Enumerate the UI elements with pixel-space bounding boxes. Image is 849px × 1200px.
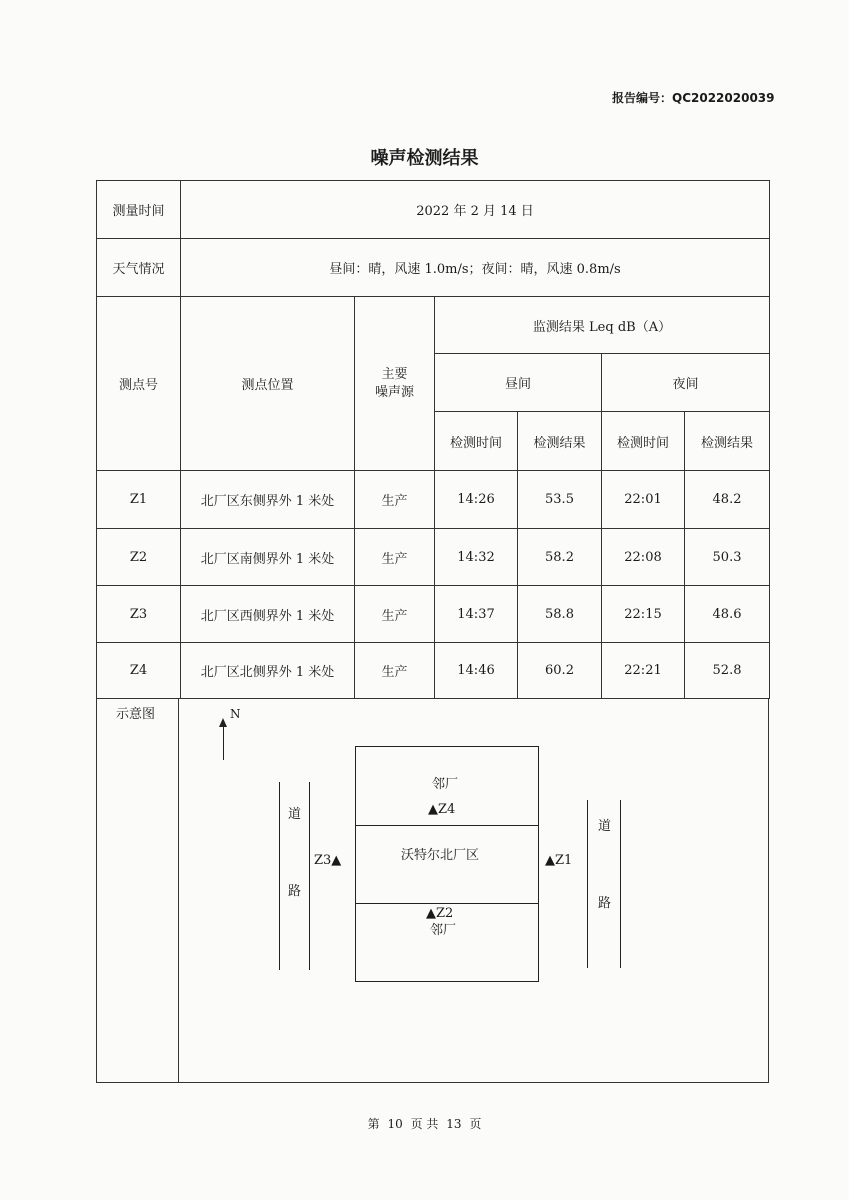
page-footer bbox=[0, 1115, 849, 1132]
cell-point: Z1 bbox=[97, 471, 181, 529]
weather-label: 天气情况 bbox=[97, 239, 181, 297]
west-road-line-outer bbox=[279, 782, 280, 970]
cell-point: Z3 bbox=[97, 586, 181, 643]
cell-source: 生产 bbox=[355, 586, 435, 643]
cell-night-result: 52.8 bbox=[685, 643, 770, 699]
col-check-result-day: 检测结果 bbox=[518, 412, 602, 471]
cell-day-time: 14:32 bbox=[435, 529, 518, 586]
col-source bbox=[355, 297, 435, 471]
cell-point: Z2 bbox=[97, 529, 181, 586]
main-site-block bbox=[355, 825, 539, 904]
page-title: 噪声检测结果 bbox=[370, 148, 479, 169]
cell-point: Z4 bbox=[97, 643, 181, 699]
point-z1-marker: ▲Z1 bbox=[545, 853, 573, 868]
diagram-label: 示意图 bbox=[116, 707, 156, 722]
footer-suffix: 页 bbox=[469, 1117, 482, 1131]
table-row bbox=[97, 471, 770, 529]
cell-day-result: 53.5 bbox=[518, 471, 602, 529]
cell-location: 北厂区南侧界外 1 米处 bbox=[181, 529, 355, 586]
cell-day-result: 58.8 bbox=[518, 586, 602, 643]
cell-night-result: 48.2 bbox=[685, 471, 770, 529]
west-road-line-inner bbox=[309, 782, 310, 970]
cell-source: 生产 bbox=[355, 643, 435, 699]
measure-time-label: 测量时间 bbox=[97, 181, 181, 239]
north-neighbor-label: 邻厂 bbox=[432, 777, 459, 792]
table-row bbox=[97, 529, 770, 586]
col-night: 夜间 bbox=[602, 354, 770, 412]
report-number: 报告编号：QC2022020039 bbox=[612, 91, 775, 105]
weather-row bbox=[97, 239, 770, 297]
cell-night-time: 22:21 bbox=[602, 643, 685, 699]
col-source-line2: 噪声源 bbox=[374, 384, 414, 400]
east-road-line-inner bbox=[587, 800, 588, 968]
point-z4-marker: ▲Z4 bbox=[428, 802, 456, 817]
col-check-result-night: 检测结果 bbox=[685, 412, 770, 471]
table-row bbox=[97, 586, 770, 643]
col-check-time-night: 检测时间 bbox=[602, 412, 685, 471]
cell-day-result: 60.2 bbox=[518, 643, 602, 699]
north-label: N bbox=[230, 707, 241, 721]
table-row bbox=[97, 643, 770, 699]
west-road-char-2: 路 bbox=[288, 884, 302, 899]
north-arrow-line bbox=[223, 724, 224, 760]
measure-time-value: 2022 年 2 月 14 日 bbox=[181, 181, 770, 239]
point-z2-marker: ▲Z2 bbox=[426, 906, 454, 921]
cell-day-time: 14:37 bbox=[435, 586, 518, 643]
west-road-char-1: 道 bbox=[288, 807, 302, 822]
col-day: 昼间 bbox=[435, 354, 602, 412]
cell-night-time: 22:01 bbox=[602, 471, 685, 529]
col-result-group: 监测结果 Leq dB（A） bbox=[435, 297, 770, 354]
east-road-char-1: 道 bbox=[598, 819, 612, 834]
col-point-no: 测点号 bbox=[97, 297, 181, 471]
east-road-char-2: 路 bbox=[598, 896, 612, 911]
col-location: 测点位置 bbox=[181, 297, 355, 471]
cell-night-result: 48.6 bbox=[685, 586, 770, 643]
main-site-label: 沃特尔北厂区 bbox=[401, 848, 480, 863]
noise-results-table bbox=[96, 180, 770, 699]
cell-location: 北厂区西侧界外 1 米处 bbox=[181, 586, 355, 643]
weather-value: 昼间：晴，风速 1.0m/s；夜间：晴，风速 0.8m/s bbox=[181, 239, 770, 297]
cell-night-result: 50.3 bbox=[685, 529, 770, 586]
header-row-1 bbox=[97, 297, 770, 354]
cell-location: 北厂区东侧界外 1 米处 bbox=[181, 471, 355, 529]
cell-night-time: 22:15 bbox=[602, 586, 685, 643]
cell-day-time: 14:26 bbox=[435, 471, 518, 529]
point-z3-marker: Z3▲ bbox=[314, 853, 342, 868]
cell-location: 北厂区北侧界外 1 米处 bbox=[181, 643, 355, 699]
footer-prefix: 第 bbox=[367, 1117, 380, 1131]
cell-source: 生产 bbox=[355, 471, 435, 529]
footer-mid: 页 共 bbox=[410, 1117, 439, 1131]
col-check-time-day: 检测时间 bbox=[435, 412, 518, 471]
footer-total-pages: 13 bbox=[446, 1117, 462, 1131]
east-road-line-outer bbox=[620, 800, 621, 968]
cell-source: 生产 bbox=[355, 529, 435, 586]
diagram-divider bbox=[178, 698, 179, 1083]
measure-time-row bbox=[97, 181, 770, 239]
cell-day-result: 58.2 bbox=[518, 529, 602, 586]
col-source-line1: 主要 bbox=[381, 366, 408, 382]
footer-current-page: 10 bbox=[387, 1117, 403, 1131]
cell-day-time: 14:46 bbox=[435, 643, 518, 699]
south-neighbor-label: 邻厂 bbox=[430, 923, 457, 938]
cell-night-time: 22:08 bbox=[602, 529, 685, 586]
